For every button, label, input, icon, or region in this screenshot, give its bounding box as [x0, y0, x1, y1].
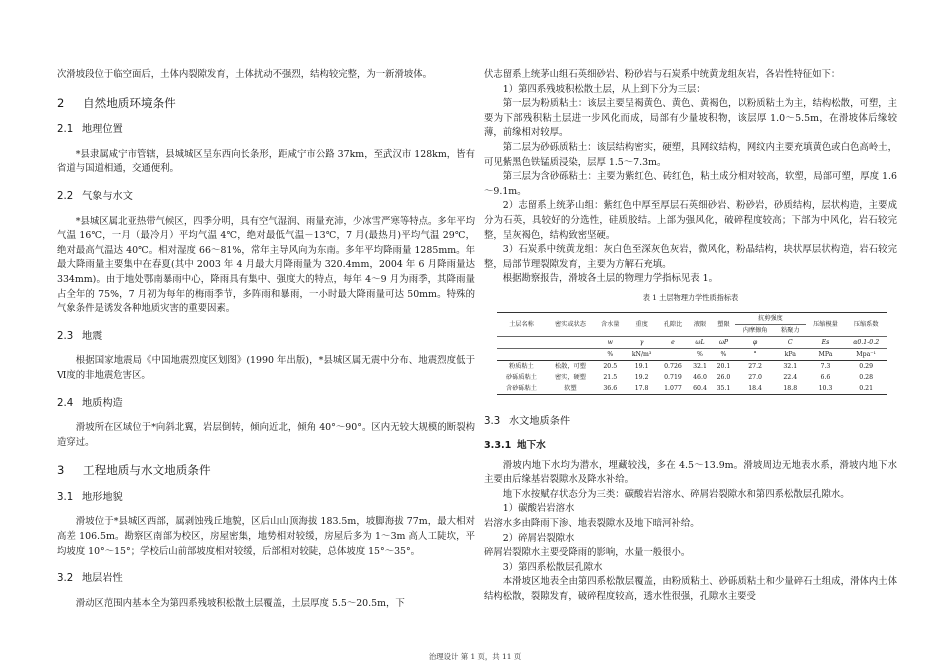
section-title: 气象与水文	[82, 190, 133, 202]
value-cell: 22.4	[783, 373, 798, 381]
karst-water-title: 1）碳酸岩岩溶水	[502, 503, 575, 515]
value-cell: 27.2	[748, 362, 762, 370]
value-cell: 21.5	[603, 373, 618, 381]
section-number: 2	[57, 95, 65, 110]
section-title: 地理位置	[82, 124, 123, 136]
symbol-cell: φ	[735, 336, 775, 348]
value-cell: 20.1	[716, 362, 731, 370]
location-paragraph: *县隶属咸宁市管辖，县城城区呈东西向长条形，距咸宁市公路 37km，至武汉市 128km，皆有省道与国道相通，交通便利。	[57, 148, 475, 175]
table-caption: 表 1 土层物理力学性质指标表	[642, 292, 739, 302]
right-column	[484, 68, 897, 605]
header-unit-weight: 重度	[626, 312, 658, 336]
value-cell: 46.0	[693, 373, 707, 381]
soil-name-cell: 含砂砾粘土	[497, 383, 546, 395]
state-cell: 松散，可塑	[555, 362, 586, 370]
section-3-1-heading	[57, 491, 475, 506]
fissure-water-title: 2）碎屑岩裂隙水	[502, 532, 575, 544]
pore-water-text: 本滑坡区地表全由第四系松散层覆盖，由粉质粘土、砂砾质粘土和少量碎石土组成，滑体内土体结构松散，裂隙发育，破碎程度较高，透水性很强，孔隙水主要受	[484, 576, 897, 603]
header-void-ratio: 孔隙比	[658, 312, 689, 336]
section-title: 工程地质与水文地质条件	[83, 463, 211, 478]
header-compression-modulus: 压缩模量	[806, 312, 846, 336]
value-cell: 19.1	[634, 362, 649, 370]
left-column	[57, 68, 475, 611]
unit-cell: Mpa⁻¹	[845, 348, 887, 360]
unit-cell: %	[688, 348, 711, 360]
climate-paragraph: *县城区属北亚热带气候区，四季分明，具有空气湿润、雨量充沛，少冰雪严寒等特点。多年平均气温 16℃，一月（最冷月）平均气温 4℃，绝对最低气温－13℃，7 月(最热月)平均气温 29℃，绝对最高气温达 40℃。相对湿度 66～81%，常年主导风向为东南。多年平均降雨量 1285mm。年最大降雨量主要集中在春夏(其中 2003 年 4 月最大月降雨量为 320.4mm，2004 年 6 月降雨量达 334mm)。由于地处鄂南暴雨中心，降雨具有集中、强度大的特点，每年 4～9 月为雨季，其降雨量占全年的 75%，7 月初为每年的梅雨季节，多阵雨和暴雨，一小时最大降雨量可达 50mm。特殊的气象条件是诱发各种地质灾害的重要因素。	[57, 215, 475, 315]
intro-paragraph: 次滑坡段位于临空面后，土体内裂隙发育，土体扰动不强烈，结构较完整，为一新滑坡体。	[57, 69, 433, 80]
section-3-heading	[57, 463, 475, 478]
symbol-cell: w	[595, 336, 626, 348]
header-plastic-limit: 塑限	[712, 312, 735, 336]
table-row	[497, 360, 887, 372]
list-item-quaternary: 1）第四系残坡积松散土层，从上到下分为三层：	[502, 83, 706, 95]
value-cell: 60.4	[688, 383, 711, 395]
header-shear-strength: 抗剪强度	[735, 312, 805, 324]
header-cohesion: 粘聚力	[780, 326, 800, 334]
table-reference: 根据勘察报告，滑坡各土层的物理力学指标见表 1。	[502, 273, 718, 285]
symbol-cell: ωL	[688, 336, 711, 348]
value-cell: 1.077	[658, 383, 689, 395]
section-number: 3.1	[57, 491, 74, 503]
value-cell: 18.4	[735, 383, 775, 395]
value-cell: 0.726	[664, 362, 682, 370]
section-title: 地形地貌	[82, 491, 123, 503]
section-2-heading	[57, 96, 475, 111]
section-title: 地下水	[517, 440, 546, 452]
value-cell: 10.3	[806, 383, 846, 395]
section-title: 地层岩性	[82, 573, 123, 585]
section-title: 水文地质条件	[509, 415, 571, 427]
unit-cell	[658, 348, 689, 360]
section-number: 3.3	[484, 415, 501, 427]
header-friction-angle: 内摩擦角	[742, 326, 768, 334]
header-state: 密实或状态	[546, 312, 595, 336]
section-2-3-heading	[57, 330, 475, 345]
unit-cell: %	[712, 348, 735, 360]
value-cell: 35.1	[712, 383, 735, 395]
layer-3-paragraph: 第三层为含砂砾粘土：主要为紫红色、砖红色，粘土成分相对较高，软塑，局部可塑，厚度 1.6～9.1m。	[484, 171, 897, 197]
header-water-content: 含水量	[595, 312, 626, 336]
section-3-2-heading	[57, 572, 475, 587]
soil-name-cell: 粉质粘土	[509, 362, 534, 370]
value-cell: 7.3	[820, 362, 831, 370]
page-footer: 治理设计 第 1 页，共 11 页	[428, 652, 522, 661]
value-cell: 0.719	[664, 373, 682, 381]
section-title: 自然地质环境条件	[83, 95, 176, 110]
symbol-cell: C	[775, 336, 806, 348]
earthquake-paragraph: 根据国家地震局《中国地震烈度区划图》(1990 年出版)，*县城区属无震中分布、地震烈度低于Ⅵ度的非地震危害区。	[57, 355, 475, 381]
layer-2-paragraph: 第二层为砂砾质粘土：该层结构密实，硬塑，具网纹结构，网纹内主要充填黄色或白色高岭土，可见紫黑色铁锰质浸染，层厚 1.5～7.3m。	[484, 141, 897, 168]
soil-properties-table-block	[484, 291, 897, 395]
table-row	[497, 383, 887, 395]
unit-cell: kPa	[775, 348, 806, 360]
section-3-3-1-heading	[484, 439, 897, 454]
table-symbol-row	[497, 336, 887, 348]
unit-cell: kN/m³	[626, 348, 658, 360]
value-cell: 32.1	[783, 362, 798, 370]
karst-water-text: 岩溶水多由降雨下渗、地表裂隙水及地下暗河补给。	[484, 518, 700, 530]
header-soil-name: 土层名称	[497, 312, 546, 336]
section-number: 2.3	[57, 330, 74, 342]
list-item-carboniferous: 3）石炭系中统黄龙组：灰白色至深灰色灰岩，微风化，粉晶结构，块状厚层状构造，岩石较完整，局部节理裂隙发育，主要为方解石充填。	[484, 244, 897, 270]
value-cell: 20.5	[603, 362, 618, 370]
section-number: 3	[57, 463, 65, 478]
lithology-continued: 伏志留系上统茅山组石英细砂岩、粉砂岩与石炭系中统黄龙组灰岩，各岩性特征如下：	[484, 69, 841, 80]
groundwater-paragraph-2: 地下水按赋存状态分为三类：碳酸岩岩溶水、碎屑岩裂隙水和第四系松散层孔隙水。	[502, 488, 850, 500]
value-cell: 0.28	[859, 373, 874, 381]
section-title: 地震	[82, 330, 103, 342]
table-unit-row	[497, 348, 887, 360]
table-row	[497, 372, 887, 383]
unit-cell: °	[735, 348, 775, 360]
value-cell: 26.0	[716, 373, 731, 381]
terrain-paragraph: 滑坡位于*县城区西部，属剥蚀残丘地貌，区后山山顶海拔 183.5m，坡脚海拔 77m，最大相对高差 106.5m。勘察区南部为校区，房屋密集，地势相对较缓，房屋后多为 1～3m 高人工陡坎，平均坡度 10°～15°；学校后山前部坡度相对较缓，后部相对较陡，总体坡度 15°～35°。	[57, 516, 475, 557]
section-number: 2.1	[57, 124, 74, 136]
section-2-2-heading	[57, 190, 475, 205]
structure-paragraph: 滑坡所在区域位于*向斜北翼，岩层倒转，倾向近北，倾角 40°～90°。区内无较大规模的断裂构造穿过。	[57, 422, 475, 448]
symbol-cell: α0.1-0.2	[845, 336, 887, 348]
unit-cell: %	[595, 348, 626, 360]
value-cell: 17.8	[626, 383, 658, 395]
groundwater-paragraph-1: 滑坡内地下水均为潜水，埋藏较浅，多在 4.5～13.9m。滑坡周边无地表水系，滑坡内地下水主要由后缘基岩裂隙水及降水补给。	[484, 459, 897, 486]
list-item-silurian: 2）志留系上统茅山组：紫红色中厚至厚层石英细砂岩、粉砂岩，砂质结构，层状构造，主要成分为石英，具较好的分选性，硅质胶结。上部为强风化，破碎程度较高；下部为中风化，岩石较完整，呈灰褐色，结构致密坚硬。	[484, 200, 897, 241]
value-cell: 36.6	[595, 383, 626, 395]
table-header-row	[497, 312, 887, 324]
value-cell: 6.6	[820, 373, 831, 381]
pore-water-title: 3）第四系松散层孔隙水	[502, 561, 603, 573]
section-title: 地质构造	[82, 397, 123, 409]
section-2-4-heading	[57, 397, 475, 412]
section-number: 2.4	[57, 397, 74, 409]
lithology-paragraph: 滑动区范围内基本全为第四系残坡积松散土层覆盖，土层厚度 5.5～20.5m，下	[75, 597, 405, 609]
layer-1-paragraph: 第一层为粉质粘土：该层主要呈褐黄色、黄色、黄褐色，以粉质粘土为主，结构松散，可塑，主要为下部残积粘土层进一步风化而成，局部有少量坡积物，该层厚 1.0～5.5m，在滑坡体后缘较薄，前缘相对较厚。	[484, 98, 897, 139]
value-cell: 32.1	[693, 362, 707, 370]
header-compression-coefficient: 压缩系数	[845, 312, 887, 336]
symbol-cell: ωP	[712, 336, 735, 348]
value-cell: 18.8	[775, 383, 806, 395]
section-3-3-heading	[484, 415, 897, 430]
soil-name-cell: 砂砾质粘土	[506, 373, 537, 381]
soil-properties-table	[497, 312, 887, 395]
symbol-cell: Es	[806, 336, 846, 348]
header-liquid-limit: 液限	[688, 312, 711, 336]
value-cell: 0.29	[859, 362, 874, 370]
section-number: 3.3.1	[484, 440, 512, 452]
value-cell: 0.21	[845, 383, 887, 395]
state-cell: 密实，硬塑	[555, 373, 586, 381]
fissure-water-text: 碎屑岩裂隙水主要受降雨的影响，水量一般很小。	[484, 547, 691, 559]
section-number: 3.2	[57, 573, 74, 585]
symbol-cell: γ	[626, 336, 658, 348]
section-2-1-heading	[57, 123, 475, 138]
section-number: 2.2	[57, 190, 74, 202]
value-cell: 27.0	[748, 373, 762, 381]
unit-cell: MPa	[806, 348, 846, 360]
symbol-cell: e	[658, 336, 689, 348]
state-cell: 软塑	[546, 383, 595, 395]
value-cell: 19.2	[634, 373, 649, 381]
